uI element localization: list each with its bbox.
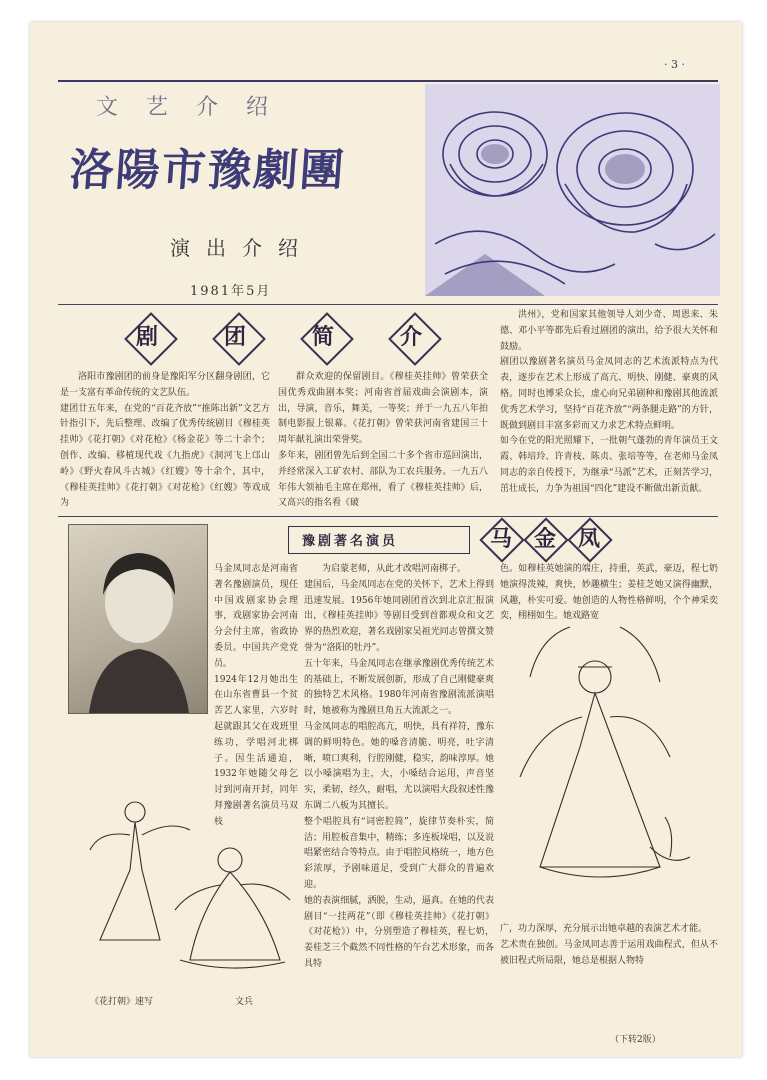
newspaper-page — [30, 22, 742, 1057]
feature-column-1-bottom — [60, 726, 298, 786]
sketch-caption: 《花打朝》速写 — [90, 997, 154, 1007]
masthead-title: 洛陽市豫劇團 — [67, 145, 348, 196]
feature-column-3-top: 色。如穆桂英她演的端庄，持重，英武，豪迈，程七奶她演得泼辣，爽快，妙趣横生；姜桂芝她又演得幽默，风趣，朴实可爱。她创造的人物性格鲜明，个个神采奕奕，栩栩如生。她戏路宽 — [500, 564, 718, 622]
name-char: 马 — [484, 522, 518, 556]
banner-label: 豫剧著名演员 — [302, 534, 399, 549]
name-char: 金 — [528, 522, 562, 556]
continue-note: （下转2版） — [610, 1035, 661, 1045]
header-small-title: 文艺介绍 — [96, 95, 297, 120]
heading-char: 介 — [399, 324, 422, 350]
header-subtitle: 演出介绍 — [170, 236, 314, 260]
feature-column-3-bottom: 广，功力深厚，充分展示出她卓越的表演艺术才能。 艺术贵在独创。马金凤同志善于运用戏曲程式，但从不被旧程式所局限，她总是根据人物特 — [500, 924, 718, 966]
top-rule — [58, 80, 718, 82]
peony-illustration — [425, 84, 720, 296]
name-char: 凤 — [572, 522, 606, 556]
sketch-artist: 文兵 — [235, 997, 254, 1007]
intro-column-2: 群众欢迎的保留剧目。《穆桂英挂帅》曾荣获全国优秀戏曲剧本奖；河南省首届戏曲会演剧本，演出，导演，音乐，舞美，一等奖；并于一九五八年拍制电影报上银幕。《花打朝》曾荣获河南省建国三十周年献礼演出荣誉奖。 多年来，剧团曾先后到全国二十多个省市巡回演出，并经常深入工矿农村、部队为工农兵服务。一九五八年伟大领袖毛主席在郑州，看了《穆桂英挂帅》后，又高兴的指名看《破 — [278, 372, 488, 509]
performer-sketch — [500, 617, 715, 917]
huadachao-sketch — [80, 790, 300, 980]
feature-column-2: 为启蒙老师，从此才改唱河南梆子。 建国后，马金凤同志在党的关怀下，艺术上得到迅速发展。1956年她同剧团首次到北京汇报演出，《穆桂英挂帅》等剧目受到首都观众和文艺界的热烈欢迎，著名戏剧家吴祖光同志曾撰文赞誉为“洛阳的牡丹”。 五十年来，马金凤同志在继承豫剧优秀传统艺术的基础上，不断发展创新，形成了自己刚健豪爽的独特艺术风格。1980年河南省豫剧流派演唱时，她被称为豫剧旦角五大流派之一。 马金凤同志的唱腔高亢，明快，具有祥符，豫东调的鲜明特色。她的嗓音清脆、明亮，吐字清晰，喷口爽利，行腔刚健，稳实，韵味淳厚。她以小嗓演唱为主，大，小嗓结合运用，声音坚实，柔韧，经久，耐唱，尤以演唱大段叙述性豫东调二八板为其擅长。 整个唱腔具有“词密腔简”，旋律节奏朴实，简洁；用腔板音集中，精练；多连板垛唱，以及说唱紧密结合等特点。由于唱腔风格统一，地方色彩浓厚，予剧味道足，受到广大群众的普遍欢迎。 她的表演细腻，洒脱，生动，逼真。在她的代表剧目“一挂两花”（即《穆桂英挂帅》《花打朝》《对花枪》）中，分别塑造了穆桂英，程七奶，姜桂芝三个截然不同性格的午台艺术形象，而各具特 — [304, 564, 494, 969]
page-number: · 3 · — [664, 58, 685, 71]
heading-char: 剧 — [135, 324, 158, 350]
intro-column-1: 洛阳市豫剧团的前身是豫阳军分区翻身剧团，它是一支富有革命传统的文艺队伍。 建团廿五年来，在党的“百花齐放”“推陈出新”文艺方针指引下，先后整理、改编了优秀传统剧目《穆桂英挂帅》《花打朝》《对花枪》《杨金花》等二十余个；创作、改编、移植现代戏《九指虎》《洞河飞上邙山岭》《野火春风斗古城》《红嫂》等十余个，其中，《穆桂英挂帅》《花打朝》《对花枪》《红嫂》等戏成为 — [60, 372, 270, 509]
section-divider — [58, 516, 718, 517]
heading-char: 团 — [223, 324, 246, 350]
header-date: 1981年5月 — [190, 284, 272, 299]
intro-heading — [120, 314, 480, 360]
portrait-figure — [69, 525, 207, 713]
portrait-photo — [68, 524, 208, 714]
intro-column-3: 洪州》，党和国家其他领导人刘少奇、周恩来、朱德、邓小平等都先后看过剧团的演出，给予很大关怀和鼓励。 剧团以豫剧著名演员马金凤同志的艺术流派特点为代表，逐步在艺术上形成了高亢、明快、刚健、豪爽的风格。同时也博采众长，虚心向兄弟剧种和豫剧其他流派优秀艺术学习，坚持“百花齐放”“两条腿走路”的方针，既做到剧目丰富多彩而又力求艺术特点鲜明。 如今在党的阳光照耀下，一批朝气蓬勃的青年演员王文霞、韩培玲、许青枝、陈贞、张培等等，在老师马金凤同志的亲自传授下，为继承“马派”艺术，正刻苦学习，茁壮成长，力争为祖国“四化”建设不断做出新贡献。 — [500, 310, 718, 494]
feature-column-1-top: 马金凤同志是河南省著名豫剧演员，现任中国戏剧家协会理事，戏剧家协会河南分会付主席，省政协委员。中国共产党党员。 1924年12月她出生在山东省曹县一个贫苦艺人家里，六岁时起就跟其父在戏班里练功，学唱河北梆子。因生活通迫，1932年她随父母乞讨到河南开封，同年拜豫剧著名演员马双枝 — [214, 564, 298, 827]
feature-banner — [288, 522, 606, 562]
heading-char: 简 — [311, 324, 334, 350]
section-divider — [58, 304, 718, 305]
